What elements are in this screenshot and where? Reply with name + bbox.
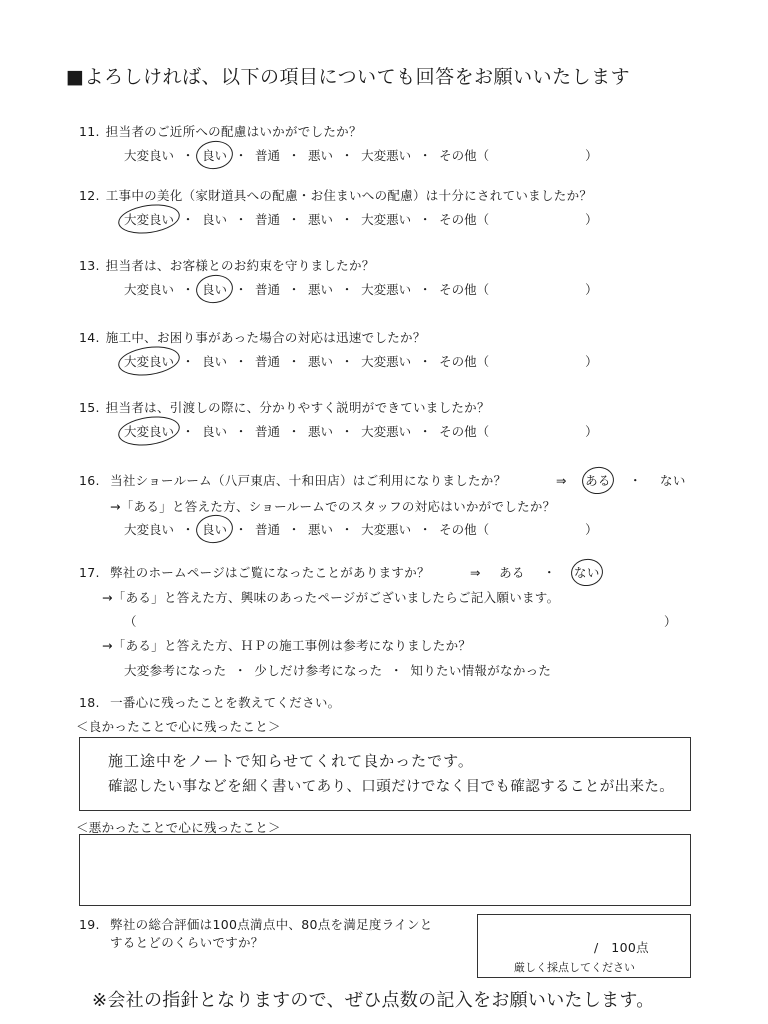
rating-option[interactable]: 大変悪い (361, 148, 412, 163)
close-paren: ） (585, 354, 598, 369)
dot-separator: ・ (234, 663, 247, 678)
dot-separator: ・ (340, 212, 354, 227)
question-number: 13. (79, 258, 100, 273)
close-paren: ） (664, 614, 677, 629)
rating-option[interactable]: その他（ (439, 282, 490, 297)
dot-separator: ・ (234, 212, 248, 227)
dot-separator: ・ (181, 424, 195, 439)
dot-separator: ・ (234, 148, 248, 163)
dot-separator: ・ (234, 522, 248, 537)
close-paren: ） (585, 282, 598, 297)
rating-option[interactable]: 大変悪い (361, 282, 412, 297)
dot-separator: ・ (418, 282, 432, 297)
rating-option[interactable]: その他（ (439, 212, 490, 227)
q16-rating-options (124, 520, 598, 538)
dot-separator: ・ (418, 354, 432, 369)
rating-options-row (124, 146, 598, 164)
question-15 (79, 398, 490, 416)
question-12 (79, 186, 592, 204)
score-suffix: / 100点 (594, 940, 649, 955)
dot-separator: ・ (287, 282, 301, 297)
question-number: 16. (79, 473, 100, 488)
dot-separator: ・ (234, 354, 248, 369)
rating-option[interactable]: 大変良い (124, 212, 175, 227)
bad-memory-label: ＜悪かったことで心に残ったこと＞ (76, 820, 281, 835)
rating-option[interactable]: 普通 (255, 212, 281, 227)
close-paren: ） (585, 522, 598, 537)
rating-option[interactable]: 大変良い (124, 282, 175, 297)
arrow: ⇒ (556, 473, 567, 488)
dot-separator: ・ (181, 148, 195, 163)
dot-separator: ・ (234, 424, 248, 439)
close-paren: ） (585, 212, 598, 227)
dot-separator: ・ (418, 212, 432, 227)
question-text-2: するとどのくらいですか？ (110, 935, 264, 950)
question-number: 14. (79, 330, 100, 345)
rating-option[interactable]: 良い (202, 424, 228, 439)
dot-separator: ・ (287, 354, 301, 369)
dot-separator: ・ (287, 148, 301, 163)
score-note: 厳しく採点してください (514, 961, 635, 974)
question-18 (79, 693, 340, 711)
rating-option[interactable]: 悪い (308, 282, 334, 297)
question-text-1: 弊社の総合評価は100点満点中、80点を満足度ラインと (110, 917, 433, 932)
dot-separator: ・ (390, 663, 403, 678)
question-text: 当社ショールーム（八戸東店、十和田店）はご利用になりましたか？ (110, 473, 507, 488)
rating-option[interactable]: 大変良い (124, 354, 175, 369)
rating-option[interactable]: 普通 (255, 282, 281, 297)
rating-option[interactable]: 悪い (308, 354, 334, 369)
option-yes[interactable]: ある (499, 565, 525, 580)
dot-separator: ・ (418, 148, 432, 163)
q17-sub-question-2: →「ある」と答えた方、ＨＰの施工事例は参考になりましたか？ (102, 638, 472, 653)
dot-separator: ・ (287, 522, 301, 537)
option-no[interactable]: ない (574, 565, 600, 580)
close-paren: ） (585, 148, 598, 163)
question-19 (79, 915, 433, 933)
rating-option[interactable]: その他（ (439, 522, 490, 537)
dot-separator: ・ (418, 522, 432, 537)
q17-yes-no (470, 563, 600, 581)
good-memory-line-2: 確認したい事などを細く書いてあり、口頭だけでなく目でも確認することが出来た。 (108, 779, 675, 795)
dot-separator: ・ (542, 565, 556, 580)
rating-option[interactable]: 良い (202, 522, 228, 537)
option-somewhat-useful[interactable]: 少しだけ参考になった (254, 663, 383, 678)
page-title: ■よろしければ、以下の項目についても回答をお願いいたします (66, 66, 631, 88)
dot-separator: ・ (181, 282, 195, 297)
dot-separator: ・ (340, 424, 354, 439)
rating-option[interactable]: 普通 (255, 522, 281, 537)
open-paren: （ (124, 614, 137, 629)
good-memory-line-1: 施工途中をノートで知らせてくれて良かったです。 (108, 752, 474, 770)
question-text: 担当者のご近所への配慮はいかがでしたか？ (105, 124, 362, 139)
question-11 (79, 122, 362, 140)
rating-option[interactable]: 良い (202, 354, 228, 369)
question-17 (79, 563, 430, 581)
question-text: 一番心に残ったことを教えてください。 (110, 695, 341, 710)
rating-options-row (124, 280, 598, 298)
q16-yes-no (556, 471, 686, 489)
question-text: 工事中の美化（家財道具への配慮・お住まいへの配慮）は十分にされていましたか？ (105, 188, 593, 203)
option-not-useful[interactable]: 知りたい情報がなかった (410, 663, 552, 678)
rating-option[interactable]: 大変良い (124, 522, 175, 537)
dot-separator: ・ (628, 473, 642, 488)
q17-reference-options (124, 661, 551, 679)
rating-option[interactable]: 良い (202, 148, 228, 163)
rating-option[interactable]: その他（ (439, 148, 490, 163)
rating-option[interactable]: 悪い (308, 148, 334, 163)
question-13 (79, 256, 375, 274)
dot-separator: ・ (340, 522, 354, 537)
question-16 (79, 471, 506, 489)
rating-option[interactable]: 普通 (255, 354, 281, 369)
rating-option[interactable]: 悪い (308, 212, 334, 227)
footer-note: ※会社の指針となりますので、ぜひ点数の記入をお願いいたします。 (92, 990, 655, 1011)
dot-separator: ・ (181, 212, 195, 227)
rating-option[interactable]: 大変悪い (361, 522, 412, 537)
rating-option[interactable]: その他（ (439, 354, 490, 369)
rating-option[interactable]: 悪い (308, 522, 334, 537)
rating-option[interactable]: 大変良い (124, 424, 175, 439)
question-14 (79, 328, 426, 346)
rating-option[interactable]: 悪い (308, 424, 334, 439)
dot-separator: ・ (418, 424, 432, 439)
close-paren: ） (585, 424, 598, 439)
question-text: 担当者は、お客様とのお約束を守りましたか？ (105, 258, 375, 273)
question-text: 施工中、お困り事があった場合の対応は迅速でしたか？ (105, 330, 426, 345)
rating-option[interactable]: 良い (202, 282, 228, 297)
q17-sub-question-1: →「ある」と答えた方、興味のあったページがございましたらご記入願います。 (102, 590, 560, 605)
question-number: 11. (79, 124, 100, 139)
rating-option[interactable]: その他（ (439, 424, 490, 439)
rating-options-row (124, 422, 598, 440)
rating-option[interactable]: 大変悪い (361, 354, 412, 369)
question-number: 17. (79, 565, 100, 580)
option-no[interactable]: ない (660, 473, 686, 488)
question-number: 12. (79, 188, 100, 203)
dot-separator: ・ (181, 522, 195, 537)
rating-option[interactable]: 普通 (255, 148, 281, 163)
rating-option[interactable]: 大変良い (124, 148, 175, 163)
arrow: ⇒ (470, 565, 481, 580)
question-number: 15. (79, 400, 100, 415)
rating-option[interactable]: 普通 (255, 424, 281, 439)
rating-option[interactable]: 大変悪い (361, 212, 412, 227)
option-very-useful[interactable]: 大変参考になった (124, 663, 227, 678)
rating-options-row (124, 352, 598, 370)
good-memory-box[interactable] (79, 737, 691, 811)
rating-option[interactable]: 大変悪い (361, 424, 412, 439)
dot-separator: ・ (340, 148, 354, 163)
q16-sub-question: →「ある」と答えた方、ショールームでのスタッフの対応はいかがでしたか？ (110, 499, 556, 514)
rating-options-row (124, 210, 598, 228)
dot-separator: ・ (340, 354, 354, 369)
option-yes[interactable]: ある (585, 473, 611, 488)
dot-separator: ・ (287, 424, 301, 439)
dot-separator: ・ (340, 282, 354, 297)
good-memory-label: ＜良かったことで心に残ったこと＞ (76, 719, 281, 734)
question-text: 弊社のホームページはご覧になったことがありますか？ (110, 565, 430, 580)
question-number: 18. (79, 695, 100, 710)
dot-separator: ・ (287, 212, 301, 227)
dot-separator: ・ (181, 354, 195, 369)
rating-option[interactable]: 良い (202, 212, 228, 227)
question-number: 19. (79, 917, 100, 932)
bad-memory-box[interactable] (79, 834, 691, 906)
dot-separator: ・ (234, 282, 248, 297)
question-text: 担当者は、引渡しの際に、分かりやすく説明ができていましたか？ (105, 400, 490, 415)
